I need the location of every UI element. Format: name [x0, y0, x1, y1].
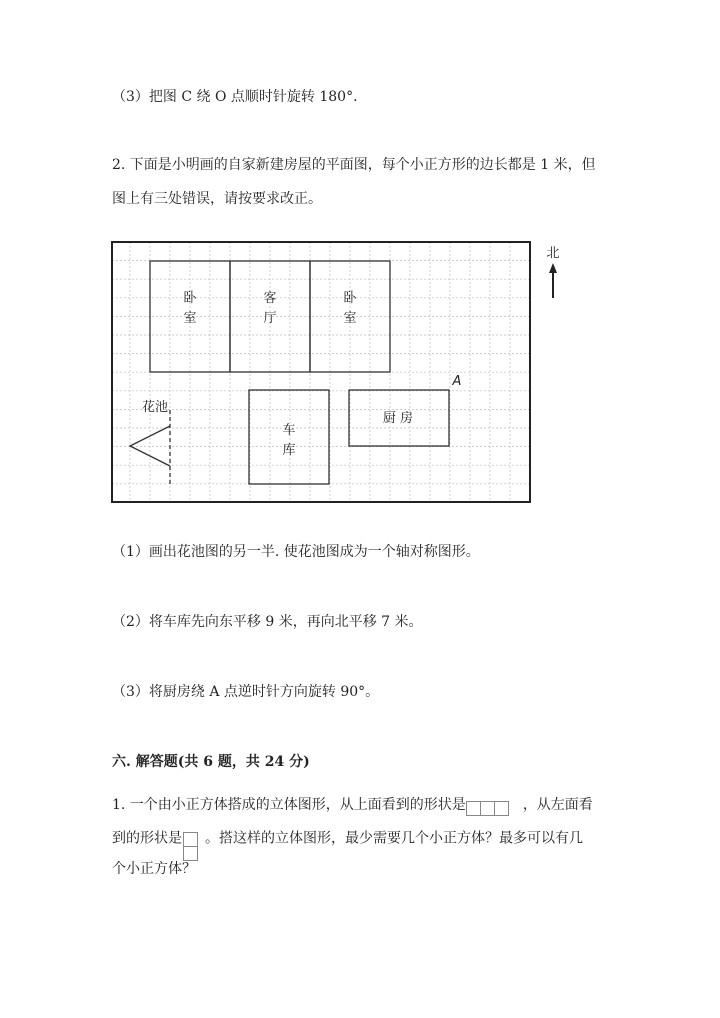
room-label: 客: [263, 291, 277, 306]
north-label: 北: [546, 246, 560, 261]
room-label: 室: [343, 311, 357, 326]
section-title: 六. 解答题(共 6 题，共 24 分): [112, 754, 310, 770]
room-label: 厅: [263, 311, 277, 326]
question-text: ，从左面看: [522, 797, 593, 813]
solve-question-1-line-3: 个小正方体？: [112, 861, 196, 877]
flower-bed-label: 花池: [141, 400, 169, 415]
point-a-label: A: [452, 374, 462, 389]
sub-question-3: （3）将厨房绕 A 点逆时针方向旋转 90°。: [112, 684, 380, 700]
question-2-line-2: 图上有三处错误，请按要求改正。: [112, 191, 322, 207]
room-label: 室: [183, 311, 197, 326]
top-view-shape: [466, 801, 509, 821]
room-label: 卧: [343, 291, 357, 306]
question-text: 。搭这样的立体图形，最少需要几个小正方体？最多可以有几: [205, 830, 583, 847]
question-text: 到的形状是: [112, 830, 182, 847]
sub-question-2: （2）将车库先向东平移 9 米，再向北平移 7 米。: [112, 614, 423, 630]
north-arrow-icon: [549, 263, 557, 298]
solve-question-1-line-1: [112, 789, 593, 821]
previous-question-item: （3）把图 C 绕 O 点顺时针旋转 180°．: [112, 89, 368, 105]
left-view-shape: [183, 832, 199, 861]
solve-question-1-line-2: [112, 824, 583, 853]
garage-label: 库: [282, 443, 296, 458]
kitchen-label: 厨 房: [382, 411, 414, 426]
room-label: 卧: [183, 291, 197, 306]
sub-question-1: （1）画出花池图的另一半. 使花池图成为一个轴对称图形。: [112, 544, 480, 560]
question-2-line-1: 2. 下面是小明画的自家新建房屋的平面图，每个小正方形的边长都是 1 米，但: [112, 157, 596, 173]
question-text: 1. 一个由小正方体搭成的立体图形，从上面看到的形状是: [112, 797, 466, 813]
garage-label: 车: [282, 423, 296, 438]
